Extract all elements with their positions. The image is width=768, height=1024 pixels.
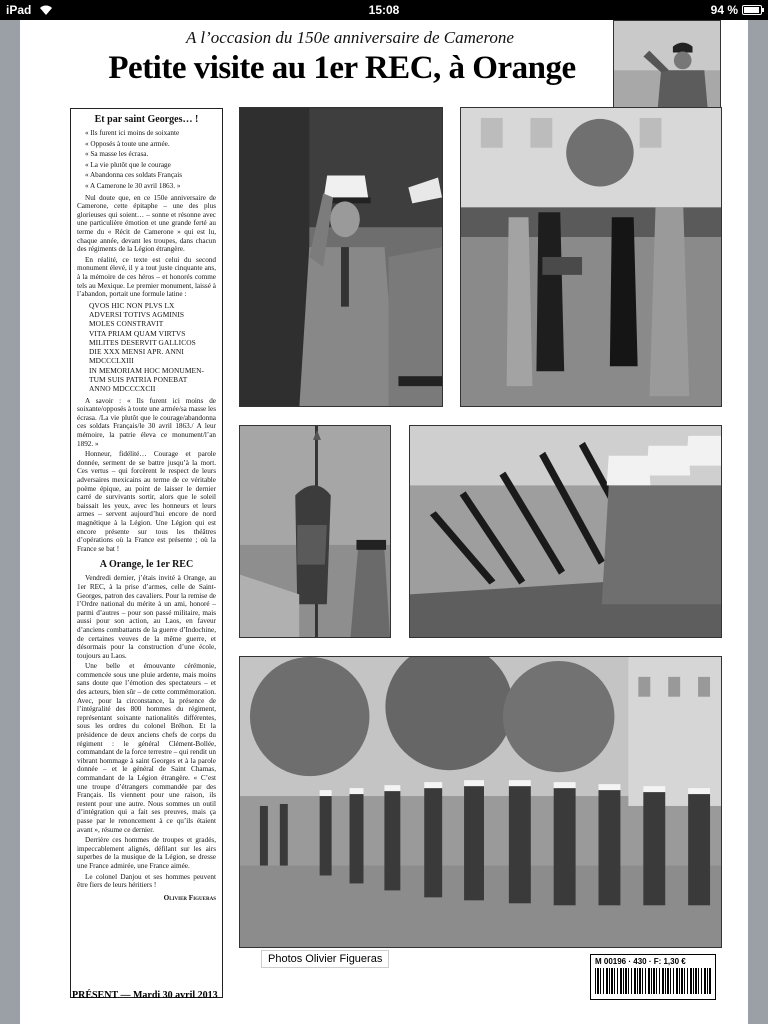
status-bar (0, 0, 768, 20)
device-label: iPad (6, 3, 32, 17)
battery-percent: 94 % (710, 3, 738, 17)
paragraph: En réalité, ce texte est celui du second monument élevé, il y a tout juste cinquante ans, à la mémoire de ces héros – et honorés comme tels au Mexique. Le premier monument, laissé à l’abandon, portait une formule latine : (77, 255, 216, 299)
barcode-bars (595, 968, 711, 994)
paragraph: Vendredi dernier, j’étais invité à Orange, au 1er REC, à la prise d’armes, celle de Saint-Georges, patron des cavaliers. Pour la remise de l’Ordre national du mérite à un ami, honoré – parmi d’autres – pour son passé militaire, mais aussi pour son action, au Laos, en faveur d’anciens combattants de la guerre d’Indochine, de certaines veuves de la même guerre, et désormais pour la construction d’une école, toujours au Laos. (77, 574, 216, 660)
price-barcode (590, 954, 716, 1000)
poem-line: « Abandonna ces soldats Français (85, 171, 183, 180)
latin-line: MILITES DESERVIT GALLICOS (89, 337, 196, 347)
latin-line: ANNO MDCCCXCII (89, 384, 156, 394)
poem-line: « Sa masse les écrasa. (85, 150, 149, 159)
latin-inscription (77, 301, 216, 394)
clock: 15:08 (368, 3, 400, 17)
section-title-orange: A Orange, le 1er REC (99, 559, 194, 571)
page-footer: PRÉSENT — Mardi 30 avril 2013 (72, 990, 218, 1001)
regimental-flag-photo (239, 425, 391, 638)
poem-line: « La vie plutôt que le courage (85, 160, 171, 169)
battery-icon (742, 5, 762, 15)
latin-line: DIE XXX MENSI APR. ANNI (89, 347, 184, 357)
poem-line: « Opposés à toute une armée. (85, 139, 170, 148)
epitaph-poem (77, 129, 216, 191)
newspaper-page (20, 20, 748, 1024)
poem-line: « Ils furent ici moins de soixante (85, 129, 180, 137)
troops-parade-photo (239, 656, 722, 948)
rifles-bayonets-photo (409, 425, 722, 638)
saluting-officer-photo (239, 107, 443, 407)
latin-line: QVOS HIC NON PLVS LX (89, 300, 175, 310)
barcode-code: M 00196 · 430 · F: 1,30 € (595, 957, 686, 966)
author-signature: Olivier Figueras (163, 893, 216, 902)
article-text-column (70, 108, 223, 998)
paragraph: Honneur, fidélité… Courage et parole donnée, serment de se battre jusqu’à la mort. Ces vertus – qui forcèrent le respect de leurs adversaires mexicains au terme de ce véritable poème épique, au point de laisser le dernier carré de survivants sortir, alors que le soleil baissait les yeux, avec les honneurs et leurs armes – servent aujourd’hui encore de nord magnétique à la Légion. Une Légion qui est encore présente sur tous les théâtres d’opérations où la France est présente ; où la France se bat ! (77, 450, 216, 553)
photo-credit: Photos Olivier Figueras (261, 950, 389, 968)
section-title-saint-georges: Et par saint Georges… ! (94, 114, 199, 125)
paragraph: Une belle et émouvante cérémonie, commencée sous une pluie ardente, mais moins sans doute que l’émotion des spectateurs – et des acteurs, bien sûr – de cette commémoration. Avec, pour la circonstance, la présence de l’intégralité des 800 hommes du régiment, représentant soixante nationalités différentes, sous les ordres du colonel Bréhon. Et la présidence de deux anciens chefs de corps du régiment : le général Clément-Bollée, commandant de la force terrestre – qui rendit un vibrant hommage à saint Georges et à la parole donnée – et le général de Saint Chamas, commandant de la Légion étrangère. « C’est une troupe d’étrangers commandée par des Français. Ils viennent pour une raison, ils restent pour une autre. Nous sommes un outil d’intégration qui a fait ses preuves, mais ça passe par le renoncement à ce qu’ils étaient avant », résume ce dernier. (77, 662, 216, 834)
latin-line: MDCCCLXIII (89, 356, 134, 366)
paragraph: Le colonel Danjou et ses hommes peuvent être fiers de leurs héritiers ! (77, 872, 216, 890)
article-kicker: A l’occasion du 150e anniversaire de Camerone (186, 28, 514, 47)
article-headline: Petite visite au 1er REC, à Orange (108, 50, 576, 86)
latin-line: IN MEMORIAM HOC MONUMEN- (89, 365, 205, 375)
paragraph: Nul doute que, en ce 150e anniversaire de Camerone, cette épitaphe – une des plus glorieuses qui soient… – sonne et résonne avec une particulière émotion et une grande ferté au terme du « Récit de Camerone » qui est lu, chaque année, devant les troupes, dans chacun des régiments de la Légion étrangère. (77, 193, 216, 254)
officials-ceremony-photo (460, 107, 722, 407)
paragraph: Derrière ces hommes de troupes et gradés, impeccablement alignés, défilant sur les airs superbes de la musique de la Légion, se dresse une France admirée, une France aimée. (77, 836, 216, 870)
latin-line: MOLES CONSTRAVIT (89, 319, 164, 329)
latin-line: VITA PRIAM QUAM VIRTVS (89, 328, 186, 338)
latin-line: TUM SUIS PATRIA PONEBAT (89, 375, 188, 385)
paragraph: A savoir : « Ils furent ici moins de soixante/opposés à toute une armée/sa masse les écrasa. /La vie plutôt que le courage/abandonna ces soldats Français/le 30 avril 1863./ A leur mémoire, la patrie éleva ce monument/l’an 1892. » (77, 396, 216, 448)
latin-line: ADVERSI TOTIVS AGMINIS (89, 309, 185, 319)
poem-line: « A Camerone le 30 avril 1863. » (85, 181, 181, 190)
